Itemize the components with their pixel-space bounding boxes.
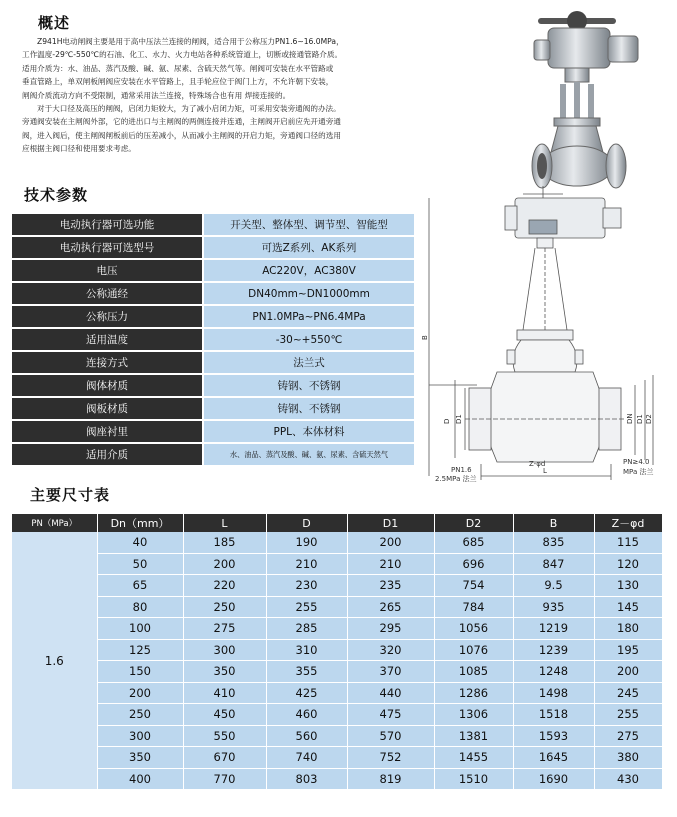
table-cell: 450 [183, 704, 266, 726]
spec-label: 公称通经 [12, 283, 202, 304]
table-row [12, 618, 662, 640]
spec-row [12, 329, 414, 350]
table-row [12, 553, 662, 575]
spec-label: 电动执行器可选型号 [12, 237, 202, 258]
table-cell: 65 [97, 575, 183, 597]
table-row [12, 661, 662, 683]
spec-row [12, 214, 414, 235]
table-cell: 200 [183, 553, 266, 575]
table-cell: 400 [97, 768, 183, 790]
table-cell: 275 [183, 618, 266, 640]
table-cell: 475 [347, 704, 434, 726]
pn-left-label: PN1.6 [451, 466, 472, 474]
table-cell: 1510 [434, 768, 513, 790]
table-cell: 200 [97, 682, 183, 704]
table-row [12, 639, 662, 661]
spec-label: 适用温度 [12, 329, 202, 350]
technical-drawing [421, 180, 670, 490]
table-cell: 300 [97, 725, 183, 747]
overview-line: 阀，进入阀后，使主闸阀闸板前后的压差减小，从而减小主闸阀的开启力矩，旁通阀口径的选用 [22, 130, 341, 140]
overview-line: 闸阀介质流动方向不受限制，通常采用法兰连接，特殊场合也有用 焊接连接的。 [22, 90, 291, 100]
table-cell: 195 [594, 639, 662, 661]
specs-title: 技术参数 [24, 186, 89, 204]
spec-value: PN1.0MPa~PN6.4MPa [204, 306, 414, 327]
dim-DN: DN [626, 413, 634, 424]
col-header-pn: PN（MPa） [12, 514, 97, 532]
table-cell: 275 [594, 725, 662, 747]
table-cell: 1085 [434, 661, 513, 683]
pn-left-label-2: 2.5MPa 法兰 [435, 475, 477, 483]
table-cell: 255 [594, 704, 662, 726]
table-cell: 190 [266, 532, 347, 553]
table-cell: 300 [183, 639, 266, 661]
z-phi-d-label: Z-φd [529, 460, 546, 468]
spec-value: AC220V，AC380V [204, 260, 414, 281]
table-cell: 803 [266, 768, 347, 790]
spec-label: 电压 [12, 260, 202, 281]
spec-label: 阀板材质 [12, 398, 202, 419]
table-cell: 430 [594, 768, 662, 790]
table-cell: 350 [183, 661, 266, 683]
table-cell: 752 [347, 747, 434, 769]
overview-line: 旁通阀安装在主闸阀外部，它的进出口与主闸阀的两侧连接并连通，主闸阀开启前应先开通旁通 [22, 117, 341, 127]
col-header-z-phi-d: Z－φd [594, 514, 662, 532]
table-cell: 460 [266, 704, 347, 726]
dimensions-table [12, 514, 663, 790]
table-cell: 145 [594, 596, 662, 618]
table-cell: 425 [266, 682, 347, 704]
table-cell: 570 [347, 725, 434, 747]
spec-row [12, 283, 414, 304]
table-cell: 1498 [513, 682, 594, 704]
overview-line: 工作温度-29℃-550℃的石油、化工、水力、火力电站各种系统管道上，切断或接通管路介质。 [22, 50, 343, 60]
table-cell: 185 [183, 532, 266, 553]
table-row [12, 532, 662, 553]
spec-value: PPL、本体材料 [204, 421, 414, 442]
overview-title: 概述 [38, 14, 71, 32]
table-cell: 1690 [513, 768, 594, 790]
col-header-d: D [266, 514, 347, 532]
spec-label: 阀座衬里 [12, 421, 202, 442]
table-cell: 784 [434, 596, 513, 618]
table-cell: 210 [266, 553, 347, 575]
table-cell: 235 [347, 575, 434, 597]
table-cell: 380 [594, 747, 662, 769]
table-cell: 1219 [513, 618, 594, 640]
table-cell: 310 [266, 639, 347, 661]
dim-L: L [543, 467, 547, 475]
overview-line: 垂直管路上，单双闸板闸阀应安装在水平管路上，且手轮应位于阀门上方，不允许朝下安装， [22, 77, 334, 87]
overview-line: 对于大口径及高压的闸阀，启闭力矩较大，为了减小启闭力矩，可采用安装旁通阀的办法。 [37, 104, 341, 114]
table-cell: 670 [183, 747, 266, 769]
overview-text [22, 35, 344, 156]
spec-row [12, 398, 414, 419]
specs-table [12, 214, 414, 467]
spec-row [12, 375, 414, 396]
table-cell: 1239 [513, 639, 594, 661]
dim-D1: D1 [455, 414, 463, 424]
spec-row [12, 421, 414, 442]
col-header-d1: D1 [347, 514, 434, 532]
table-cell: 685 [434, 532, 513, 553]
spec-row [12, 352, 414, 373]
dim-D: D [443, 418, 451, 424]
table-cell: 120 [594, 553, 662, 575]
table-cell: 285 [266, 618, 347, 640]
table-cell: 1645 [513, 747, 594, 769]
table-cell: 355 [266, 661, 347, 683]
table-cell: 80 [97, 596, 183, 618]
table-cell: 320 [347, 639, 434, 661]
table-row [12, 768, 662, 790]
table-cell: 1593 [513, 725, 594, 747]
dim-D1-right: D1 [636, 414, 644, 424]
table-cell: 847 [513, 553, 594, 575]
overview-line: Z941H电动闸阀主要是用于高中压法兰连接的闸阀，适合用于公称压力PN1.6~16.0MPa， [37, 37, 344, 46]
table-cell: 440 [347, 682, 434, 704]
dimensions-title: 主要尺寸表 [30, 486, 111, 504]
table-cell: 125 [97, 639, 183, 661]
table-row [12, 682, 662, 704]
dim-D2: D2 [645, 414, 653, 424]
table-cell: 696 [434, 553, 513, 575]
spec-value: 水、油品、蒸汽及酸、碱、氨、尿素、含硫天然气 [204, 444, 414, 465]
spec-value: DN40mm~DN1000mm [204, 283, 414, 304]
spec-value: 开关型、整体型、调节型、智能型 [204, 214, 414, 235]
table-cell: 40 [97, 532, 183, 553]
spec-value: 法兰式 [204, 352, 414, 373]
table-cell: 245 [594, 682, 662, 704]
pn-right-label: PN≥4.0 [623, 458, 650, 466]
table-cell: 835 [513, 532, 594, 553]
table-cell: 1248 [513, 661, 594, 683]
table-cell: 130 [594, 575, 662, 597]
table-row [12, 725, 662, 747]
table-cell: 1056 [434, 618, 513, 640]
table-cell: 370 [347, 661, 434, 683]
table-cell: 150 [97, 661, 183, 683]
table-cell: 250 [97, 704, 183, 726]
dimensions-body [12, 532, 662, 790]
table-cell: 410 [183, 682, 266, 704]
table-header-row [12, 514, 662, 532]
table-cell: 1076 [434, 639, 513, 661]
table-cell: 1381 [434, 725, 513, 747]
col-header-dn: Dn（mm） [97, 514, 183, 532]
table-cell: 230 [266, 575, 347, 597]
table-cell: 1306 [434, 704, 513, 726]
table-cell: 819 [347, 768, 434, 790]
table-cell: 350 [97, 747, 183, 769]
col-header-d2: D2 [434, 514, 513, 532]
valve-photo [520, 6, 670, 196]
spec-label: 公称压力 [12, 306, 202, 327]
dim-B: B [421, 335, 429, 340]
table-cell: 295 [347, 618, 434, 640]
spec-row [12, 444, 414, 465]
col-header-b: B [513, 514, 594, 532]
spec-value: -30~+550℃ [204, 329, 414, 350]
table-cell: 265 [347, 596, 434, 618]
spec-row [12, 260, 414, 281]
table-cell: 770 [183, 768, 266, 790]
pn-right-label-2: MPa 法兰 [623, 468, 654, 476]
table-cell: 200 [347, 532, 434, 553]
table-cell: 210 [347, 553, 434, 575]
table-row [12, 704, 662, 726]
col-header-l: L [183, 514, 266, 532]
table-cell: 9.5 [513, 575, 594, 597]
spec-value: 可选Z系列、AK系列 [204, 237, 414, 258]
table-cell: 740 [266, 747, 347, 769]
table-cell: 115 [594, 532, 662, 553]
table-cell: 935 [513, 596, 594, 618]
table-row [12, 596, 662, 618]
spec-label: 适用介质 [12, 444, 202, 465]
table-cell: 220 [183, 575, 266, 597]
table-cell: 50 [97, 553, 183, 575]
spec-row [12, 306, 414, 327]
table-cell: 100 [97, 618, 183, 640]
pn-cell: 1.6 [12, 532, 97, 790]
overview-line: 应根据主阀口径和使用要求考虑。 [22, 144, 136, 154]
table-cell: 560 [266, 725, 347, 747]
table-row [12, 575, 662, 597]
spec-label: 阀体材质 [12, 375, 202, 396]
table-cell: 180 [594, 618, 662, 640]
overview-line: 适用介质为：水、油品、蒸汽及酸、碱、氨、尿素、含硫天然气等。闸阀可安装在水平管路或 [22, 63, 334, 73]
spec-value: 铸钢、不锈钢 [204, 398, 414, 419]
table-cell: 754 [434, 575, 513, 597]
table-cell: 1518 [513, 704, 594, 726]
table-cell: 550 [183, 725, 266, 747]
table-cell: 255 [266, 596, 347, 618]
spec-label: 电动执行器可选功能 [12, 214, 202, 235]
spec-value: 铸钢、不锈钢 [204, 375, 414, 396]
table-cell: 250 [183, 596, 266, 618]
table-cell: 1455 [434, 747, 513, 769]
table-cell: 200 [594, 661, 662, 683]
spec-row [12, 237, 414, 258]
table-row [12, 747, 662, 769]
spec-label: 连接方式 [12, 352, 202, 373]
table-cell: 1286 [434, 682, 513, 704]
